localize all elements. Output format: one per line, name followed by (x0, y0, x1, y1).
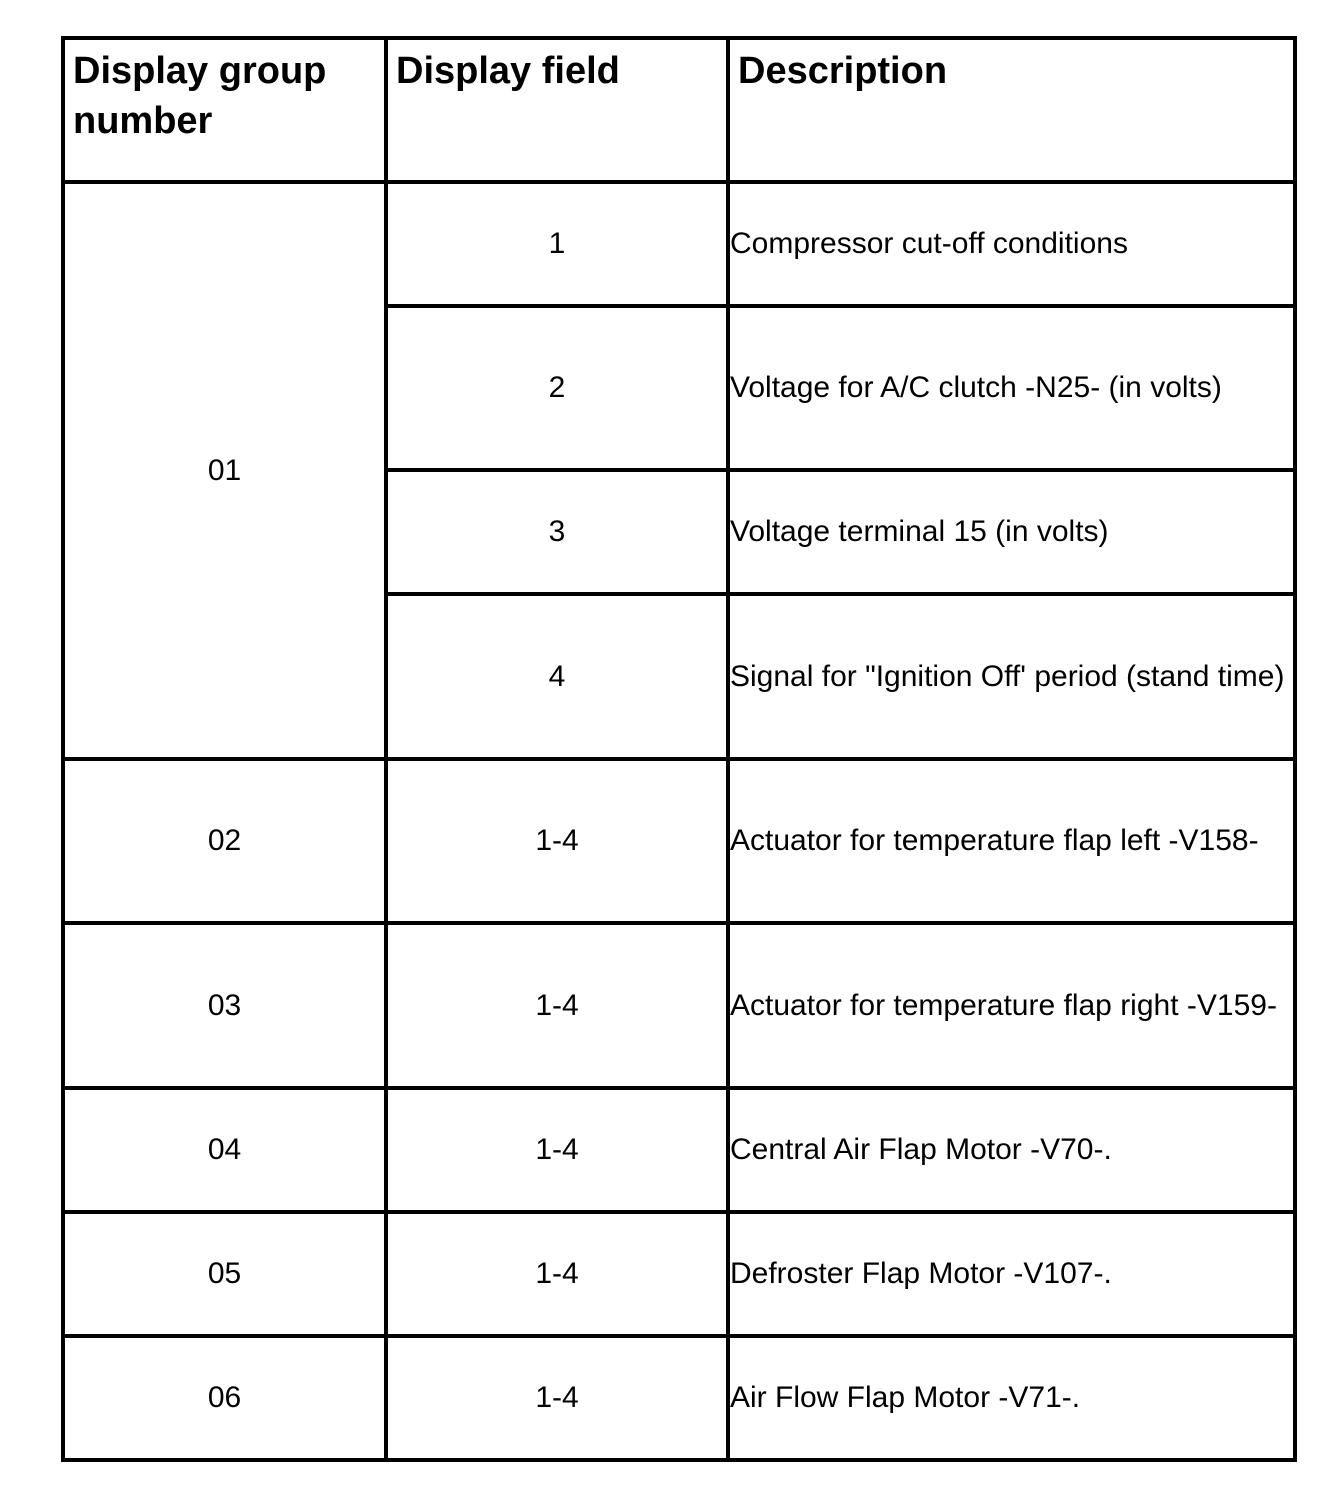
table-row (63, 923, 1295, 1088)
table-row (63, 759, 1295, 923)
field-cell: 2 (386, 306, 728, 470)
field-cell: 1 (386, 182, 728, 306)
description-cell: Central Air Flap Motor -V70-. (728, 1088, 1295, 1212)
field-cell: 3 (386, 470, 728, 594)
group-cell: 03 (63, 923, 386, 1088)
description-cell: Defroster Flap Motor -V107-. (728, 1212, 1295, 1336)
description-cell: Actuator for temperature flap right -V159- (728, 923, 1295, 1088)
table-row (63, 182, 1295, 306)
field-cell: 1-4 (386, 759, 728, 923)
field-cell: 1-4 (386, 1088, 728, 1212)
group-cell: 01 (63, 182, 386, 759)
table-row (63, 1212, 1295, 1336)
header-row (63, 38, 1295, 182)
header-display-field: Display field (386, 38, 728, 182)
table-row (63, 1336, 1295, 1460)
description-cell: Voltage for A/C clutch -N25- (in volts) (728, 306, 1295, 470)
field-cell: 1-4 (386, 1212, 728, 1336)
description-cell: Air Flow Flap Motor -V71-. (728, 1336, 1295, 1460)
group-cell: 04 (63, 1088, 386, 1212)
field-cell: 1-4 (386, 1336, 728, 1460)
display-groups-table (61, 36, 1297, 1462)
group-cell: 06 (63, 1336, 386, 1460)
description-cell: Signal for "Ignition Off' period (stand time) (728, 594, 1295, 759)
field-cell: 1-4 (386, 923, 728, 1088)
field-cell: 4 (386, 594, 728, 759)
header-display-group-number: Display group number (63, 38, 386, 182)
description-cell: Compressor cut-off conditions (728, 182, 1295, 306)
group-cell: 05 (63, 1212, 386, 1336)
description-cell: Actuator for temperature flap left -V158- (728, 759, 1295, 923)
description-cell: Voltage terminal 15 (in volts) (728, 470, 1295, 594)
group-cell: 02 (63, 759, 386, 923)
header-description: Description (728, 38, 1295, 182)
table-row (63, 1088, 1295, 1212)
